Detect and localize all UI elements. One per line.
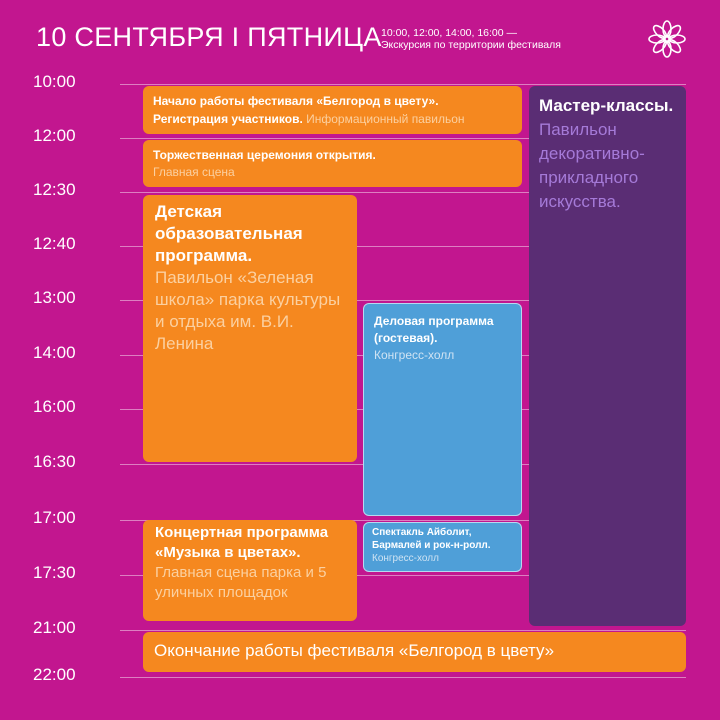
event-concert-place: Главная сцена парка и 5 уличных площадок [155,564,327,601]
event-business[interactable] [363,303,522,516]
time-label: 14:00 [33,343,76,362]
event-opening-line2 [153,112,465,126]
event-opening-title: Начало работы фестиваля «Белгород в цвету». [153,94,439,108]
time-label: 12:40 [33,234,76,253]
event-opening-registration: Регистрация участников. [153,112,303,126]
time-divider [120,84,686,85]
excursion-text: Экскурсия по территории фестиваля [381,39,561,51]
event-ceremony-place: Главная сцена [153,165,235,179]
event-kids-title: Детская образовательная программа. [155,202,303,265]
event-ceremony-title: Торжественная церемония открытия. [153,148,376,162]
time-label: 21:00 [33,618,76,637]
event-masterclasses[interactable] [529,86,686,626]
time-label: 12:00 [33,126,76,145]
event-kids-place: Павильон «Зеленая школа» парка культуры и отдыха им. В.И. Ленина [155,268,341,353]
time-label: 17:30 [33,563,76,582]
event-play-title: Спектакль Айболит, Бармалей и рок-н-ролл. [372,527,491,551]
time-label: 12:30 [33,180,76,199]
event-concert[interactable] [143,520,357,621]
time-row [0,665,720,684]
excursion-note [381,27,611,51]
time-label: 22:00 [33,665,76,684]
time-label: 16:30 [33,452,76,471]
time-divider [120,630,686,631]
event-closing-title: Окончание работы фестиваля «Белгород в цвету» [154,641,555,660]
time-label: 10:00 [33,72,76,91]
time-label: 13:00 [33,288,76,307]
event-masterclasses-place: Павильон декоративно-прикладного искусства. [539,120,645,211]
time-divider [120,677,686,678]
event-concert-title: Концертная программа «Музыка в цветах». [155,524,329,561]
time-label: 17:00 [33,508,76,527]
flower-logo-icon [646,18,688,60]
event-ceremony[interactable] [143,140,522,187]
header-title: 10 СЕНТЯБРЯ I ПЯТНИЦА [36,22,382,52]
event-business-title: Деловая программа (гостевая). [374,314,494,345]
event-kids[interactable] [143,195,357,462]
event-business-place: Конгресс-холл [374,348,455,362]
time-row [0,618,720,637]
time-label: 16:00 [33,397,76,416]
event-opening[interactable] [143,86,522,134]
excursion-times: 10:00, 12:00, 14:00, 16:00 — [381,27,518,39]
event-masterclasses-title: Мастер-классы. [539,96,674,115]
event-play[interactable] [363,522,522,572]
event-play-place: Конгресс-холл [372,553,439,564]
event-opening-place: Информационный павильон [306,112,465,126]
time-row [0,72,720,91]
event-closing[interactable] [143,632,686,672]
